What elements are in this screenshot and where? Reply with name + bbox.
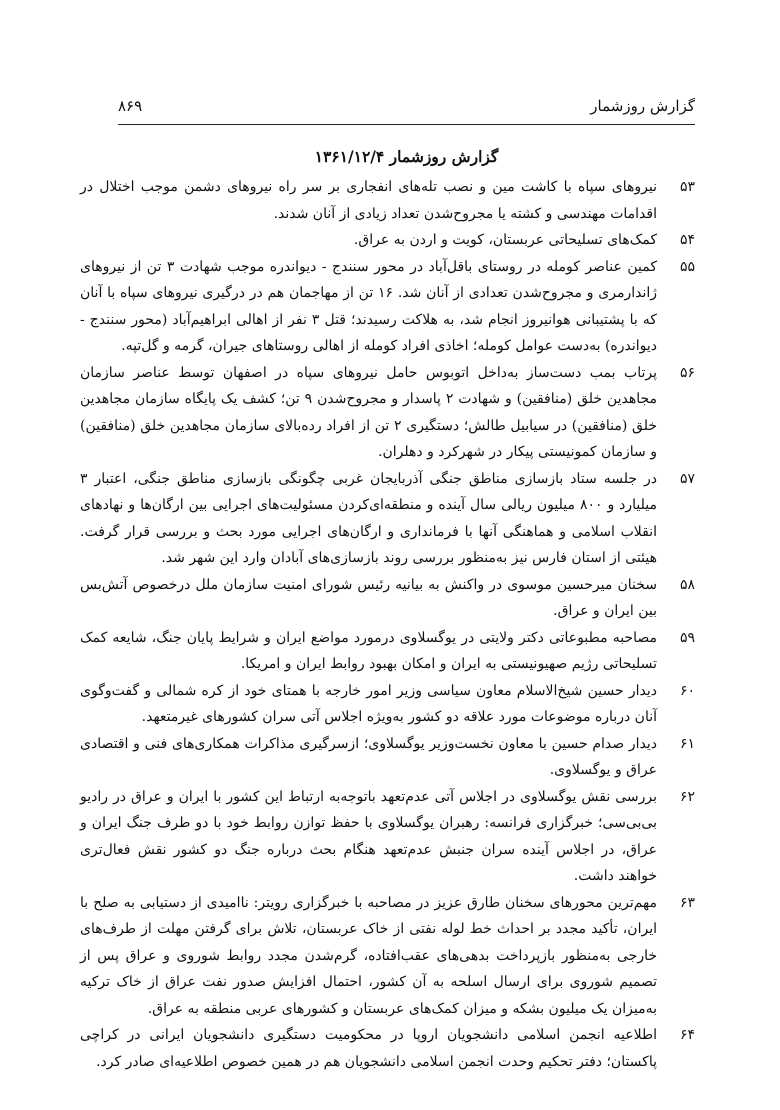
entry-63: [80, 890, 695, 1023]
entry-text: دیدار صدام حسین با معاون نخست‌وزیر یوگسلاوی؛ ازسرگیری مذاکرات همکاری‌های فنی و اقتصادی عراق و یوگسلاوی.: [80, 735, 657, 778]
entry-58: [80, 572, 695, 625]
entry-55: [80, 254, 695, 360]
header-divider: [118, 124, 695, 125]
entry-text: سخنان میرحسین موسوی در واکنش به بیانیه رئیس شورای امنیت سازمان ملل درخصوص آتش‌بس بین ایران و عراق.: [80, 576, 657, 619]
entry-text: در جلسه ستاد بازسازی مناطق جنگی آذربایجان غربی چگونگی بازسازی مناطق جنگی، اعتبار ۳ میلیارد و ۸۰۰ میلیون ریالی سال آینده و منطقه‌ای‌کردن مسئولیت‌های اجرایی بین ارگان‌ها و نهادهای انقلاب اسلامی و هماهنگی آنها با فرمانداری و ارگان‌های اجرایی مورد بحث و بررسی قرار گرفت. هیئتی از استان فارس نیز به‌منظور بررسی روند بازسازی‌های آبادان وارد این شهر شد.: [80, 470, 658, 566]
entry-number: ۵۳: [679, 179, 695, 195]
entry-number: ۶۱: [679, 735, 695, 752]
entry-text: بررسی نقش یوگسلاوی در اجلاس آتی عدم‌تعهد باتوجه‌به ارتباط این کشور با ایران و عراق در رادیو بی‌بی‌سی؛ خبرگزاری فرانسه: رهبران یوگسلاوی با حفظ توازن روابط خود با دو طرف جنگ ایران و عراق، در اجلاس آینده سران جنبش عدم‌تعهد هنگام بحث درباره جنگ دو کشور نقش فعال‌تری خواهند داشت.: [80, 788, 657, 884]
entry-number: ۵۹: [679, 629, 695, 646]
entry-list: [80, 174, 695, 1075]
entry-text: پرتاب بمب دست‌ساز به‌داخل اتوبوس حامل نیروهای سپاه در اصفهان توسط عناصر سازمان مجاهدین خلق (منافقین) و شهادت ۲ پاسدار و مجروح‌شدن ۹ تن؛ کشف یک پایگاه سازمان مجاهدین خلق (منافقین) در سیابیل طالش؛ دستگیری ۲ تن از افراد رده‌بالای سازمان مجاهدین خلق (منافقین) و سازمان کمونیستی پیکار در شهرکرد و دهلران.: [80, 364, 658, 460]
entry-number: ۵۵: [679, 258, 695, 275]
entry-text: دیدار حسین شیخ‌الاسلام معاون سیاسی وزیر امور خارجه با همتای خود از کره شمالی و گفت‌وگوی آنان درباره موضوعات مورد علاقه دو کشور به‌ویژه اجلاس آتی سران کشورهای غیرمتعهد.: [80, 682, 657, 725]
entry-59: [80, 625, 695, 678]
entry-53: [80, 174, 695, 227]
entry-number: ۶۰: [679, 682, 695, 699]
entry-62: [80, 784, 695, 890]
section-title: گزارش روزشمار: [590, 97, 695, 115]
entry-text: کمین عناصر کومله در روستای باقل‌آباد در محور سنندج - دیواندره موجب شهادت ۳ تن از نیروهای ژاندارمری و مجروح‌شدن تعدادی از آنان شد. ۱۶ تن از مهاجمان هم در درگیری نیروهای سپاه با آنان که با پشتیبانی هوانیروز انجام شد، به هلاکت رسیدند؛ قتل ۳ نفر از اهالی ابراهیم‌آباد (محور سنندج - دیواندره) به‌دست عوامل کومله؛ اخاذی افراد کومله از اهالی روستاهای جیران، گرمه و گل‌تپه.: [80, 258, 657, 354]
entry-number: ۶۳: [679, 894, 695, 911]
entry-64: [80, 1022, 695, 1075]
entry-57: [80, 466, 695, 572]
entry-number: ۵۴: [679, 232, 695, 248]
entry-text: اطلاعیه انجمن اسلامی دانشجویان اروپا در محکومیت دستگیری دانشجویان ایرانی در کراچی پاکستان؛ دفتر تحکیم وحدت انجمن اسلامی دانشجویان هم در همین خصوص اطلاعیه‌ای صادر کرد.: [80, 1027, 657, 1070]
entry-54: [80, 227, 695, 254]
entry-number: ۵۷: [679, 470, 695, 487]
entry-text: مصاحبه مطبوعاتی دکتر ولایتی در یوگسلاوی درمورد مواضع ایران و شرایط پایان جنگ، شایعه کمک تسلیحاتی رژیم صهیونیستی به ایران و امکان بهبود روابط ایران و امریکا.: [80, 629, 657, 672]
page-number: ۸۶۹: [118, 97, 143, 115]
entry-text: کمک‌های تسلیحاتی عربستان، کویت و اردن به عراق.: [353, 232, 657, 248]
entry-56: [80, 360, 695, 466]
report-title: گزارش روزشمار ۱۳۶۱/۱۲/۴: [314, 147, 499, 166]
entry-61: [80, 731, 695, 784]
entry-number: ۶۴: [679, 1027, 695, 1043]
entry-text: مهم‌ترین محورهای سخنان طارق عزیز در مصاحبه با خبرگزاری رویتر: ناامیدی از دستیابی به صلح با ایران، تأکید مجدد بر احداث خط لوله نفتی از خاک عربستان، تلاش برای گرفتن مهلت از طرف‌های خارجی به‌منظور بازپرداخت بدهی‌های عقب‌افتاده، گرم‌شدن مجدد روابط شوروی و عراق پس از تصمیم شوروی برای ارسال اسلحه به آن کشور، احتمال افزایش صدور نفت عراق از خاک ترکیه به‌میزان یک میلیون بشکه و میزان کمک‌های عربستان و کشورهای عربی منطقه به عراق.: [80, 894, 657, 1017]
entry-text: نیروهای سپاه با کاشت مین و نصب تله‌های انفجاری بر سر راه نیروهای دشمن موجب اختلال در اقدامات مهندسی و کشته یا مجروح‌شدن تعداد زیادی از آنان شدند.: [80, 179, 657, 222]
entry-60: [80, 678, 695, 731]
entry-number: ۵۸: [679, 576, 695, 593]
entry-number: ۵۶: [679, 364, 695, 381]
running-head: [118, 94, 695, 118]
entry-number: ۶۲: [679, 788, 695, 805]
